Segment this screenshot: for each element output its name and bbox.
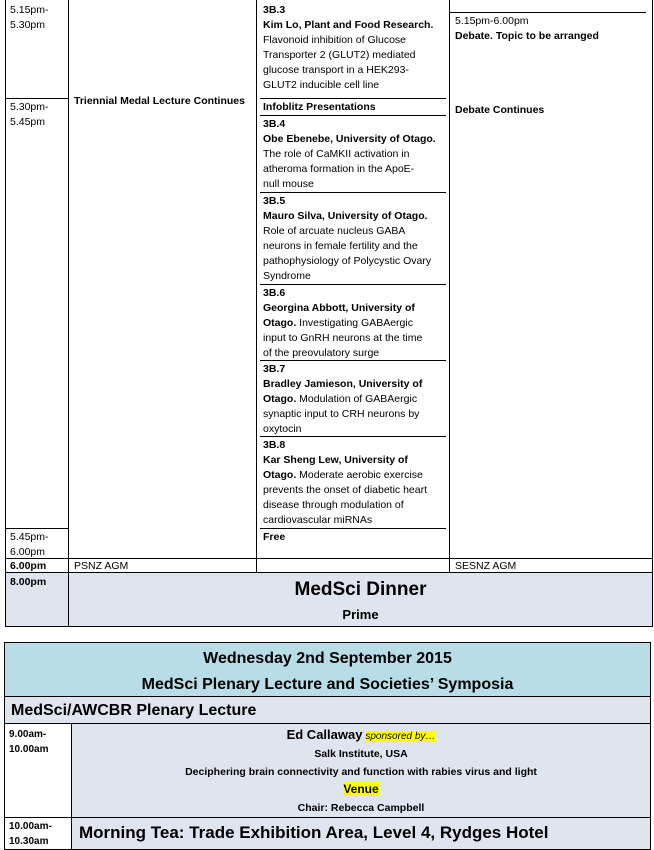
dinner-venue: Prime: [342, 607, 379, 622]
sponsored-by: sponsored by…: [365, 731, 436, 742]
wednesday-subtitle: MedSci Plenary Lecture and Societies’ Symposia: [141, 676, 514, 693]
plenary-title: Deciphering brain connectivity and function with rabies virus and light: [185, 766, 537, 778]
plenary-venue: Venue: [343, 782, 379, 796]
time-545: 5.45pm- 6.00pm: [10, 531, 49, 558]
wednesday-date: Wednesday 2nd September 2015: [203, 650, 452, 667]
plenary-section-band: [4, 697, 651, 724]
infoblitz-heading: Infoblitz Presentations: [263, 101, 376, 113]
plenary-institution: Salk Institute, USA: [314, 748, 408, 760]
triennial-medal-lecture: Triennial Medal Lecture Continues: [74, 95, 245, 107]
morning-tea-text: Morning Tea: Trade Exhibition Area, Level 4, Rydges Hotel: [79, 823, 549, 842]
talk-3b8: 3B.8 Kar Sheng Lew, University of Otago. Moderate aerobic exercise prevents the onset of diabetic heart disease through modulation of cardiovascular miRNAs: [263, 439, 428, 526]
psnz-agm: PSNZ AGM: [74, 560, 129, 572]
talk-3b7: 3B.7 Bradley Jamieson, University of Otago. Modulation of GABAergic synaptic input to CRH neurons by oxytocin: [263, 363, 423, 435]
time-tea: 10.00am- 10.30am: [9, 821, 52, 847]
talk-3b4: 3B.4 Obe Ebenebe, University of Otago. The role of CaMKII activation in atheroma formation in the ApoE- null mouse: [263, 118, 436, 190]
plenary-chair: Chair: Rebecca Campbell: [297, 802, 425, 814]
talk-3b5: 3B.5 Mauro Silva, University of Otago. Role of arcuate nucleus GABA neurons in female fertility and the pathophysiology of Polycystic Ovary Syndrome: [263, 195, 432, 282]
wednesday-header: [4, 642, 651, 697]
time-515: 5.15pm- 5.30pm: [10, 4, 49, 31]
time-530: 5.30pm- 5.45pm: [10, 101, 49, 128]
sesnz-agm: SESNZ AGM: [455, 560, 517, 572]
time-600: 6.00pm: [10, 560, 47, 572]
time-plenary: 9.00am- 10.00am: [9, 729, 49, 755]
medsci-dinner-title: MedSci Dinner: [294, 579, 427, 600]
plenary-section-title: MedSci/AWCBR Plenary Lecture: [11, 702, 257, 719]
time-800: 8.00pm: [10, 576, 47, 588]
talk-3b6: 3B.6 Georgina Abbott, University of Otago. Investigating GABAergic input to GnRH neurons at the time of the preovulatory surge: [263, 287, 423, 359]
plenary-speaker: Ed Callaway: [286, 727, 363, 742]
free-slot: Free: [263, 531, 286, 543]
talk-3b6-desc: Investigating GABAergic: [299, 317, 413, 329]
debate-cell: 5.15pm-6.00pm Debate. Topic to be arranged: [455, 15, 599, 42]
plenary-speaker-line: [72, 727, 650, 744]
debate-continues: Debate Continues: [455, 104, 545, 116]
talk-3b3: 3B.3 Kim Lo, Plant and Food Research. Flavonoid inhibition of Glucose Transporter 2 (GLUT2) mediated glucose transport in a HEK293- GLUT2 inducible cell line: [263, 4, 434, 91]
